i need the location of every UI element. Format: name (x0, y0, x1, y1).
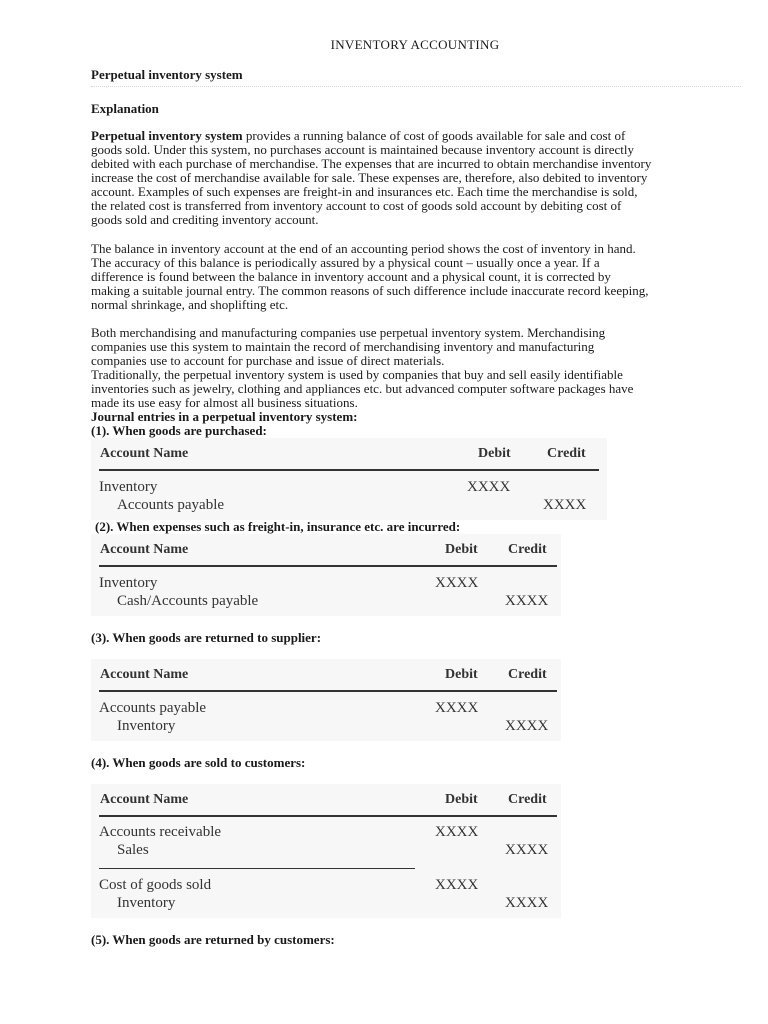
paragraph-line: normal shrinkage, and shoplifting etc. (91, 297, 289, 312)
entry-4-heading: (4). When goods are sold to customers: (91, 755, 306, 770)
paragraph-line: Traditionally, the perpetual inventory system is used by companies that buy and sell easily identifiable (91, 367, 623, 382)
header-credit: Credit (508, 667, 547, 682)
credit-account: Sales (117, 842, 149, 858)
credit-account: Accounts payable (117, 497, 225, 513)
journal-table-4 (91, 784, 561, 918)
paragraph-line: increase the cost of merchandise available for sale. These expenses are, therefore, also debited to inventory (91, 170, 648, 185)
header-credit: Credit (508, 542, 547, 557)
paragraph-line: making a suitable journal entry. The common reasons of such difference include inaccurate record keeping, (91, 283, 649, 298)
credit-amount: XXXX (505, 593, 549, 609)
explanation-heading: Explanation (91, 101, 159, 116)
debit-amount: XXXX (467, 479, 511, 495)
credit-amount: XXXX (505, 718, 549, 734)
header-account-name: Account Name (100, 792, 189, 807)
bold-term: Perpetual inventory system (91, 128, 243, 143)
entry-3-heading: (3). When goods are returned to supplier: (91, 630, 322, 645)
paragraph-line: made its use easy for almost all business situations. (91, 395, 358, 410)
header-rule (99, 815, 557, 817)
paragraph-line: difference is found between the balance in inventory account and a physical count, it is corrected by (91, 269, 611, 284)
entry-separator (99, 868, 415, 869)
paragraph-line: the related cost is transferred from inventory account to cost of goods sold account by debiting cost of (91, 198, 622, 213)
header-credit: Credit (547, 446, 586, 461)
header-credit: Credit (508, 792, 547, 807)
paragraph-2 (91, 242, 751, 312)
credit-amount: XXXX (505, 842, 549, 858)
debit-account: Cost of goods sold (99, 877, 212, 893)
debit-amount: XXXX (435, 824, 479, 840)
header-rule (99, 469, 599, 471)
header-debit: Debit (445, 792, 478, 807)
paragraph-line: The accuracy of this balance is periodically assured by a physical count – usually once a year. If a (91, 255, 600, 270)
credit-account: Inventory (117, 718, 176, 734)
credit-account: Inventory (117, 895, 176, 911)
paragraph-line: The balance in inventory account at the end of an accounting period shows the cost of inventory in hand. (91, 241, 636, 256)
journal-table-2 (91, 534, 561, 616)
paragraph-line: companies use this system to maintain the record of merchandising inventory and manufacturing (91, 339, 595, 354)
paragraph-line: companies use to account for purchase and issue of direct materials. (91, 353, 445, 368)
paragraph-3 (91, 326, 751, 410)
debit-account: Accounts payable (99, 700, 207, 716)
paragraph-line: inventories such as jewelry, clothing and appliances etc. but advanced computer software packages have (91, 381, 634, 396)
header-account-name: Account Name (100, 667, 189, 682)
paragraph-line: account. Examples of such expenses are freight-in and insurances etc. Each time the merchandise is sold, (91, 184, 638, 199)
entry-5-heading: (5). When goods are returned by customers: (91, 932, 335, 947)
paragraph-line: goods sold. Under this system, no purchases account is maintained because inventory account is directly (91, 142, 634, 157)
debit-amount: XXXX (435, 575, 479, 591)
header-debit: Debit (445, 542, 478, 557)
section-title: Perpetual inventory system (91, 67, 243, 82)
debit-amount: XXXX (435, 700, 479, 716)
journal-table-1 (91, 438, 607, 520)
entry-1-heading: (1). When goods are purchased: (91, 423, 267, 438)
header-account-name: Account Name (100, 446, 189, 461)
debit-amount: XXXX (435, 877, 479, 893)
credit-account: Cash/Accounts payable (117, 593, 259, 609)
header-rule (99, 565, 557, 567)
header-debit: Debit (478, 446, 511, 461)
paragraph-line: goods sold and crediting inventory account. (91, 212, 319, 227)
paragraph-line: Both merchandising and manufacturing companies use perpetual inventory system. Merchandising (91, 325, 606, 340)
credit-amount: XXXX (505, 895, 549, 911)
header-debit: Debit (445, 667, 478, 682)
journal-entries-heading: Journal entries in a perpetual inventory system: (91, 409, 358, 424)
page-title: INVENTORY ACCOUNTING (330, 37, 500, 52)
journal-table-3 (91, 659, 561, 741)
debit-account: Accounts receivable (99, 824, 222, 840)
debit-account: Inventory (99, 575, 158, 591)
paragraph-1 (91, 129, 751, 227)
header-rule (99, 690, 557, 692)
paragraph-line: debited with each purchase of merchandise. The expenses that are incurred to obtain merchandise inventory (91, 156, 652, 171)
paragraph-line: Perpetual inventory system provides a running balance of cost of goods available for sale and cost of (91, 128, 626, 143)
header-account-name: Account Name (100, 542, 189, 557)
debit-account: Inventory (99, 479, 158, 495)
divider (91, 86, 741, 87)
credit-amount: XXXX (543, 497, 587, 513)
entry-2-heading: (2). When expenses such as freight-in, insurance etc. are incurred: (95, 519, 461, 534)
